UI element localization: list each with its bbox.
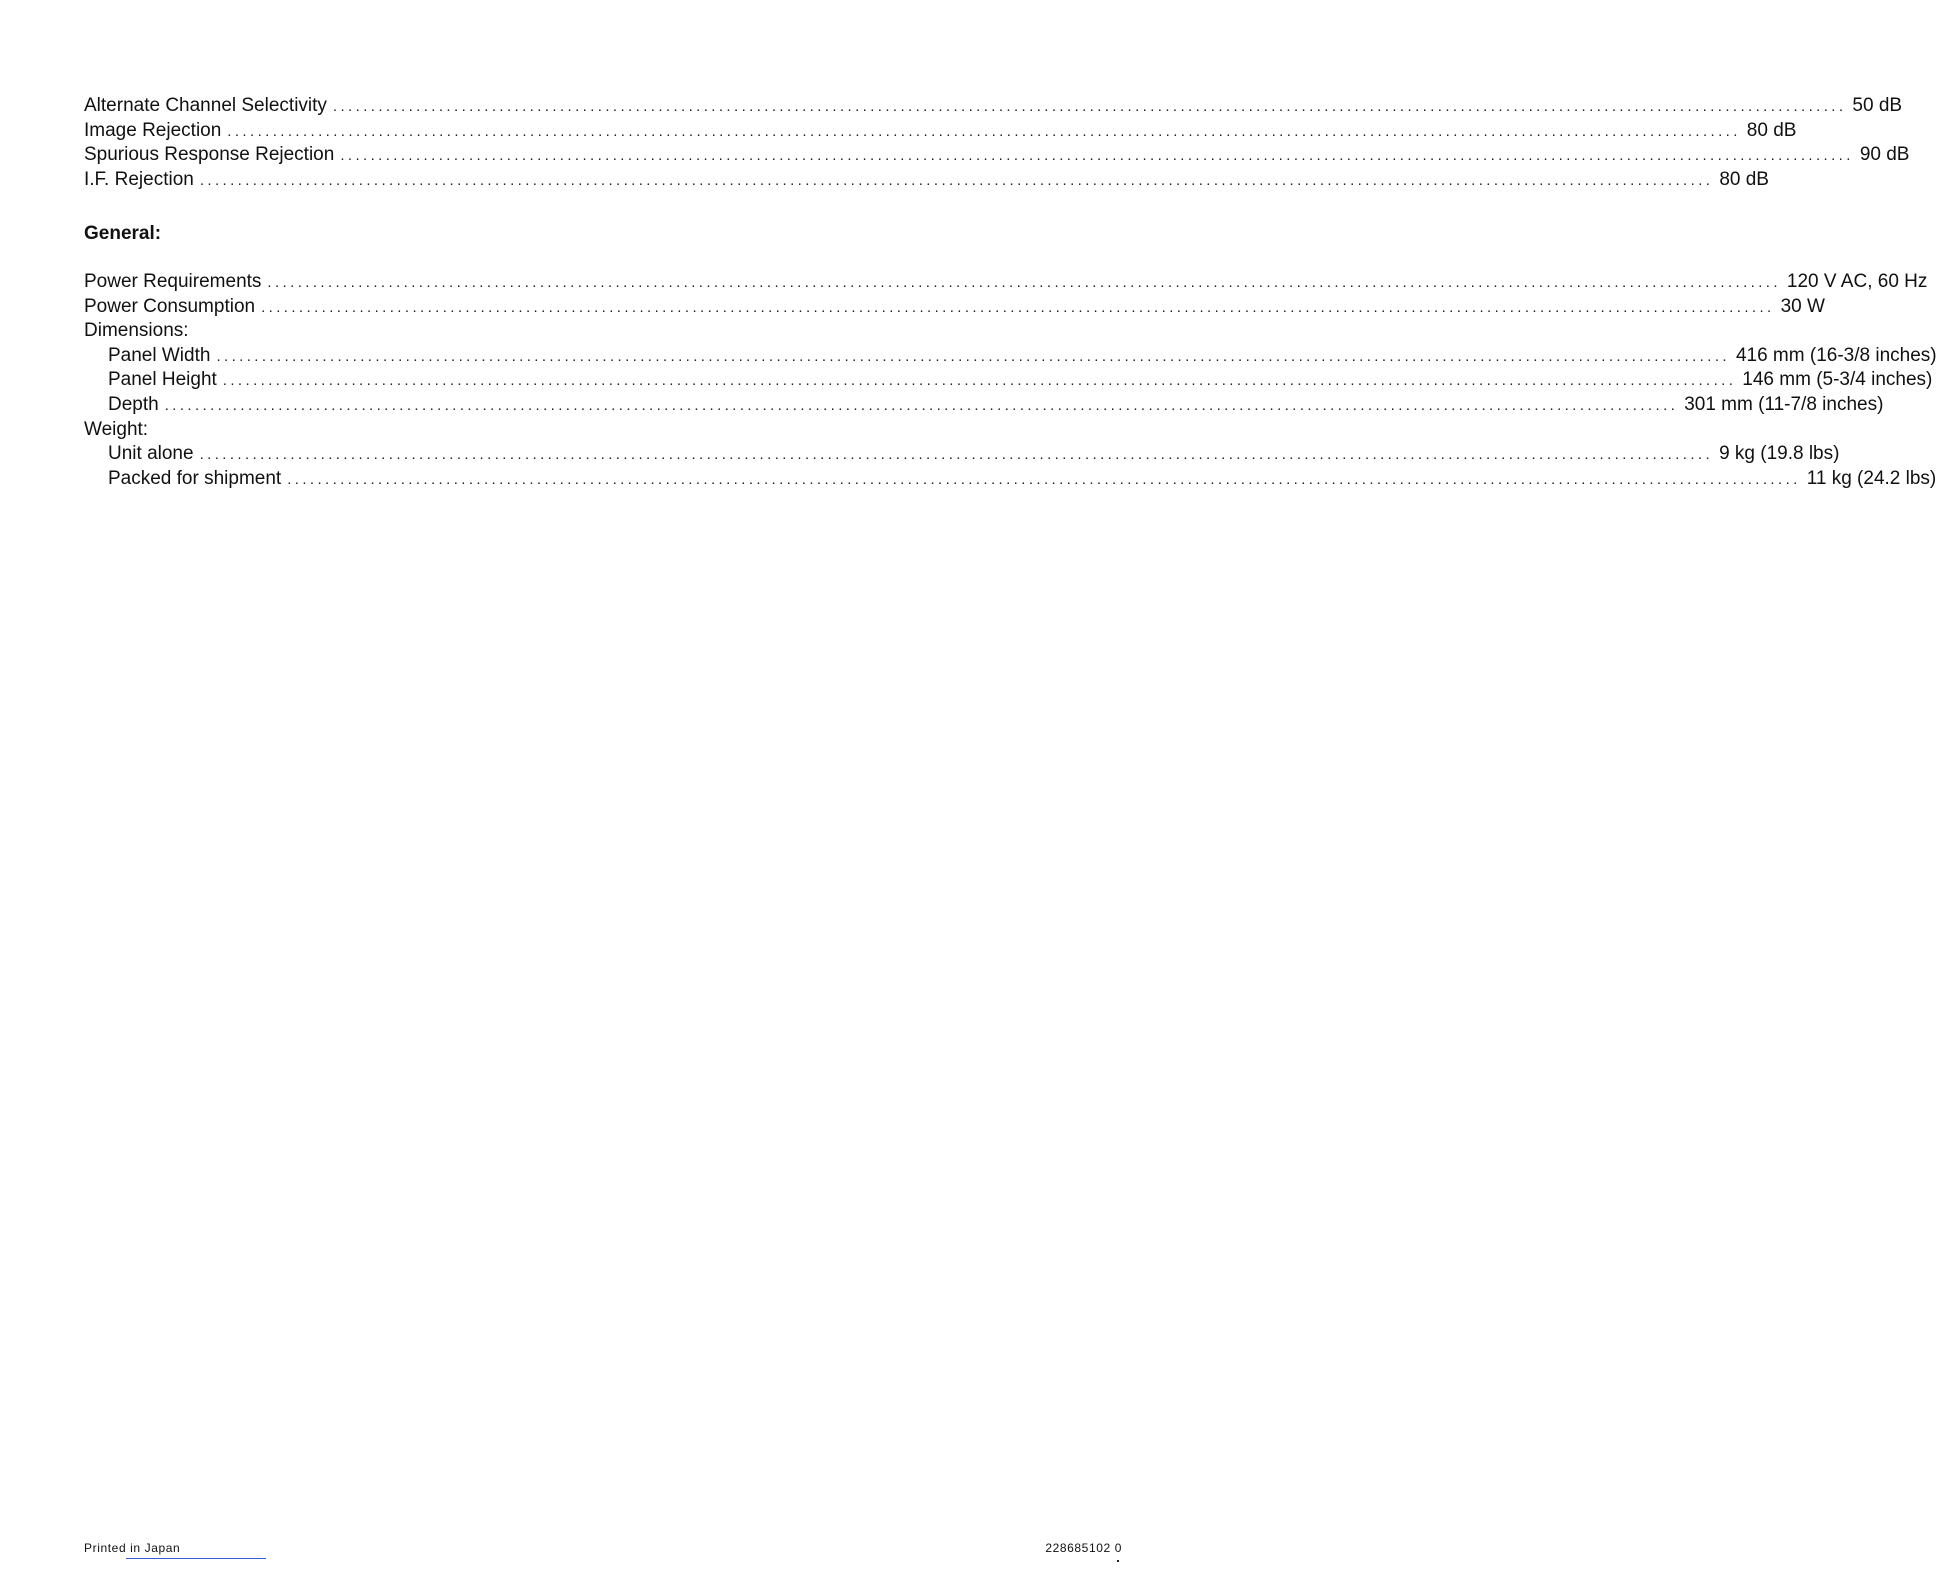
spec-row-power-requirements [84,270,1928,295]
spec-label: Power Requirements [84,271,262,292]
spec-value: 80 dB [1746,119,1797,141]
spec-value: 90 dB [1859,144,1910,166]
spec-label: I.F. Rejection [84,168,194,190]
spec-label: Power Consumption [84,295,256,317]
spec-value: 30 W [1780,295,1825,317]
spec-value: 80 dB [1719,168,1769,190]
dot-leader: ........................................................................................................................................................................................................ [261,298,1775,316]
general-specs-list [84,270,1937,491]
spec-value: 50 dB [1852,95,1903,116]
spec-value: 301 mm (11-7/8 inches) [1684,393,1884,415]
spec-row-unit-alone [84,442,1840,467]
dot-leader: ........................................................................................................................................................................................................ [199,446,1714,464]
dot-leader: ........................................................................................................................................................................................................ [332,98,1847,115]
spec-label: Image Rejection [84,119,222,141]
dot-leader: ........................................................................................................................................................................................................ [340,147,1854,165]
spec-label: Spurious Response Rejection [84,144,335,166]
dot-leader: ........................................................................................................................................................................................................ [227,122,1741,140]
spec-row-panel-height [84,368,1933,393]
footer-part-number: 228685102 0 [1045,1541,1122,1555]
spec-row-depth [84,393,1884,418]
group-label-weight: Weight: [84,418,149,440]
spec-label: Panel Width [108,344,211,366]
section-heading-general: General: [84,223,162,244]
footer-rule [126,1558,266,1559]
spec-label: Unit alone [108,443,194,465]
spec-row-image-rejection [84,119,1797,144]
dot-leader: ........................................................................................................................................................................................................ [164,396,1679,414]
spec-row-if-rejection [84,168,1769,193]
dot-leader: ........................................................................................................................................................................................................ [216,347,1730,365]
tuner-specs-list [84,94,1910,192]
spec-value: 120 V AC, 60 Hz [1786,271,1928,292]
footer-mark [1117,1560,1119,1562]
spec-row-power-consumption [84,295,1825,320]
footer-printed-in: Printed in Japan [84,1541,181,1555]
dot-leader: ........................................................................................................................................................................................................ [267,274,1781,291]
dot-leader: ........................................................................................................................................................................................................ [287,470,1801,488]
spec-value: 146 mm (5-3/4 inches) [1742,369,1933,391]
spec-label: Alternate Channel Selectivity [84,95,327,116]
spec-row-alternate-channel-selectivity [84,94,1903,119]
group-label-dimensions: Dimensions: [84,320,189,342]
dot-leader: ........................................................................................................................................................................................................ [199,171,1714,189]
dot-leader: ........................................................................................................................................................................................................ [222,372,1737,390]
spec-value: 11 kg (24.2 lbs) [1806,467,1937,489]
spec-row-panel-width [84,344,1937,369]
spec-label: Panel Height [108,369,217,391]
spec-label: Packed for shipment [108,467,282,489]
spec-row-packed-for-shipment [84,467,1937,492]
spec-value: 9 kg (19.8 lbs) [1719,443,1840,465]
spec-value: 416 mm (16-3/8 inches) [1735,344,1937,366]
spec-row-spurious-response-rejection [84,143,1910,168]
spec-label: Depth [108,393,159,415]
